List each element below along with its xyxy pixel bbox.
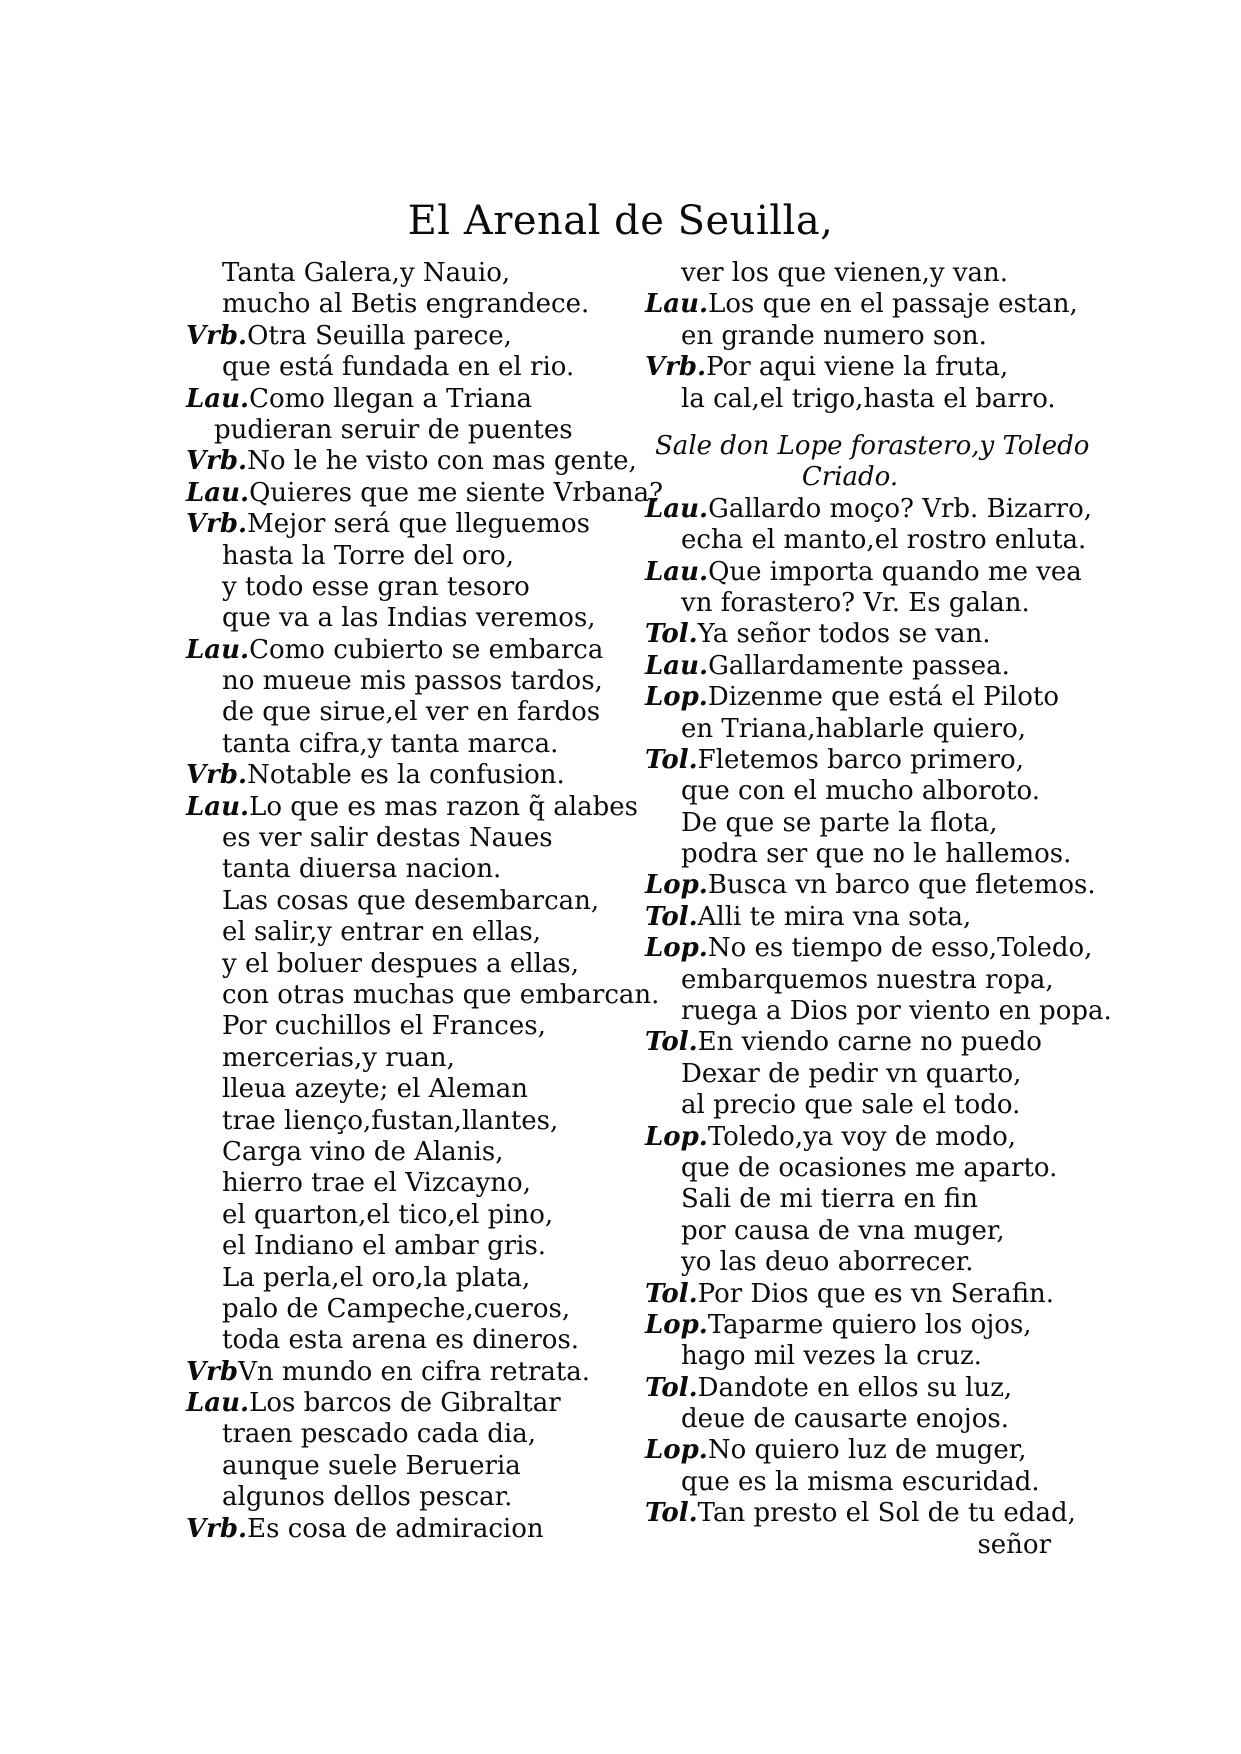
verse-line (186, 352, 646, 383)
verse-line (645, 651, 1045, 682)
verse-text: con otras muchas que embarcan. (222, 979, 660, 1010)
verse-line (645, 1027, 1045, 1058)
verse-text: Mejor será que lleguemos (247, 509, 590, 540)
speaker-abbrev: Vrb. (186, 509, 248, 540)
verse-line (645, 1341, 1045, 1372)
verse-line (645, 1247, 1045, 1278)
verse-line (645, 839, 1072, 870)
verse-text: Ya señor todos se van. (697, 619, 991, 650)
spacer (645, 415, 1045, 431)
verse-line (645, 996, 1112, 1027)
verse-line (645, 1184, 1045, 1215)
verse-text: mercerias,y ruan, (222, 1042, 455, 1073)
speaker-abbrev: Lau. (186, 477, 250, 508)
verse-text: Notable es la confusion. (247, 760, 565, 791)
verse-line (186, 697, 646, 728)
verse-line (186, 477, 664, 509)
left-column (186, 258, 664, 1545)
verse-text: Lo que es mas razon q̃ alabes (249, 791, 638, 822)
speaker-abbrev: Tol. (645, 1027, 698, 1058)
verse-line (186, 446, 646, 477)
verse-line (186, 289, 646, 320)
verse-text: Por Dios que es vn Serafin. (697, 1278, 1055, 1309)
verse-line (645, 1090, 1045, 1121)
verse-line (186, 258, 646, 289)
speaker-abbrev: Lop. (645, 933, 708, 964)
verse-text: lleua azeyte; el Aleman (222, 1074, 529, 1105)
verse-line (645, 289, 1078, 320)
verse-line (186, 603, 646, 634)
verse-line (645, 1498, 1076, 1529)
verse-line (645, 383, 1056, 415)
speaker-abbrev: Lop. (645, 1309, 708, 1340)
verse-line (186, 321, 646, 352)
verse-line (645, 1278, 1055, 1310)
verse-text: Como cubierto se embarca (249, 634, 604, 665)
verse-line (186, 572, 646, 603)
speaker-abbrev: Lau. (645, 289, 709, 320)
speaker-abbrev: Lau. (186, 634, 250, 665)
speaker-abbrev: Vrb. (186, 320, 248, 351)
verse-text: No le he visto con mas gente, (247, 446, 637, 477)
verse-line (645, 619, 1045, 650)
verse-line (645, 933, 1093, 964)
verse-text: de que sirue,el ver en fardos (222, 697, 601, 728)
verse-line (186, 1451, 646, 1482)
verse-text: No es tiempo de esso,Toledo, (707, 933, 1093, 964)
verse-text: echa el manto,el rostro enluta. (681, 525, 1087, 556)
speaker-abbrev: Lop. (645, 1121, 708, 1152)
verse-text: yo las deuo aborrecer. (681, 1247, 974, 1278)
verse-line (645, 902, 1045, 933)
verse-text: trae lienço,fustan,llantes, (222, 1105, 559, 1136)
speaker-abbrev: Tol. (645, 1372, 698, 1403)
verse-line (186, 1294, 646, 1325)
verse-text: Dexar de pedir vn quarto, (681, 1058, 1022, 1089)
verse-line (186, 509, 646, 540)
speaker-abbrev: Tol. (645, 1498, 698, 1529)
right-column-top (645, 258, 1078, 415)
verse-text: No quiero luz de muger, (707, 1435, 1027, 1466)
verse-line (645, 588, 1045, 619)
right-column (645, 258, 1112, 1561)
speaker-abbrev: Vrb. (186, 760, 248, 791)
verse-text: Es cosa de admiracion (247, 1513, 544, 1544)
verse-text: La perla,el oro,la plata, (222, 1262, 531, 1293)
verse-line (645, 776, 1045, 807)
running-head: El Arenal de Seuilla, (407, 198, 834, 244)
verse-text: deue de causarte enojos. (681, 1404, 1010, 1435)
verse-line (645, 714, 1045, 745)
speaker-abbrev: Lop. (645, 870, 708, 901)
verse-text: es ver salir destas Naues (222, 823, 553, 854)
verse-line (645, 1435, 1045, 1466)
verse-text: hierro trae el Vizcayno, (222, 1168, 531, 1199)
verse-line (645, 1467, 1045, 1498)
verse-text: Que importa quando me vea (708, 556, 1082, 587)
speaker-abbrev: Tol. (645, 744, 698, 775)
speaker-abbrev: Lop. (645, 1435, 708, 1466)
verse-line (645, 1216, 1045, 1247)
verse-line (645, 321, 1045, 352)
verse-text: no mueue mis passos tardos, (222, 666, 603, 697)
speaker-abbrev: Lau. (186, 791, 250, 822)
verse-line (186, 1231, 646, 1262)
verse-line (186, 792, 646, 823)
verse-text: el quarton,el tico,el pino, (222, 1199, 554, 1230)
verse-line (645, 352, 1045, 383)
verse-line (186, 949, 646, 980)
speaker-abbrev: Tol. (645, 901, 698, 932)
speaker-abbrev: Tol. (645, 1278, 698, 1309)
verse-line (186, 1263, 646, 1294)
verse-text: Fletemos barco primero, (697, 744, 1024, 775)
verse-line (645, 964, 1054, 996)
speaker-abbrev: Lau. (186, 383, 250, 414)
verse-text: hasta la Torre del oro, (222, 540, 514, 571)
verse-text: vn forastero? Vr. Es galan. (681, 587, 1030, 618)
verse-text: ver los que vienen,y van. (681, 258, 1009, 288)
verse-line (645, 1373, 1045, 1404)
verse-line (186, 1514, 646, 1545)
speaker-abbrev: Tol. (645, 619, 698, 650)
verse-line (186, 1419, 646, 1450)
verse-text: De que se parte la flota, (681, 807, 998, 838)
verse-line (645, 493, 1092, 525)
verse-text: ruega a Dios por viento en popa. (681, 996, 1112, 1027)
verse-line (186, 1168, 646, 1199)
speaker-abbrev: Lau. (186, 1388, 250, 1419)
verse-text: y el boluer despues a ellas, (222, 948, 580, 979)
right-column-bottom (645, 493, 1112, 1530)
verse-text: En viendo carne no puedo (697, 1027, 1042, 1058)
verse-text: pudieran seruir de puentes (214, 414, 573, 445)
verse-line (645, 258, 1045, 289)
verse-text: Otra Seuilla parece, (247, 320, 512, 351)
verse-line (186, 854, 646, 885)
verse-line (186, 541, 646, 572)
verse-line (186, 1388, 646, 1419)
verse-text: Vn mundo en cifra retrata. (238, 1356, 591, 1387)
verse-line (186, 384, 646, 415)
verse-text: Toledo,ya voy de modo, (707, 1121, 1017, 1152)
verse-line (645, 1404, 1045, 1435)
verse-text: el Indiano el ambar gris. (222, 1231, 547, 1262)
verse-text: Por aqui viene la fruta, (706, 352, 1009, 383)
verse-text: Dizenme que está el Piloto (707, 682, 1059, 713)
verse-line (645, 682, 1059, 713)
verse-line (186, 1043, 646, 1074)
verse-text: que con el mucho alboroto. (681, 776, 1040, 807)
speaker-abbrev: Vrb (186, 1356, 239, 1387)
verse-text: Sali de mi tierra en fin (681, 1184, 978, 1215)
speaker-abbrev: Vrb. (186, 1513, 248, 1544)
verse-text: Dandote en ellos su luz, (697, 1372, 1013, 1403)
verse-text: aunque suele Berueria (222, 1450, 521, 1481)
verse-text: mucho al Betis engrandece. (222, 289, 590, 320)
verse-line (186, 1482, 646, 1513)
stage-direction-line: Criado. (801, 462, 899, 493)
verse-line (186, 823, 646, 854)
verse-text: algunos dellos pescar. (222, 1482, 513, 1513)
verse-text: Gallardo moço? Vrb. Bizarro, (708, 493, 1092, 524)
verse-text: palo de Campeche,cueros, (222, 1293, 571, 1324)
verse-text: Los barcos de Gibraltar (249, 1388, 561, 1419)
verse-text: que de ocasiones me aparto. (681, 1152, 1058, 1183)
verse-line (645, 556, 1082, 588)
verse-text: Gallardamente passea. (708, 650, 1010, 681)
verse-text: Por cuchillos el Frances, (222, 1011, 546, 1042)
verse-line (186, 415, 646, 446)
verse-text: embarquemos nuestra ropa, (681, 964, 1054, 995)
verse-text: en Triana,hablarle quiero, (681, 713, 1027, 744)
verse-text: el salir,y entrar en ellas, (222, 917, 541, 948)
verse-line (186, 1137, 646, 1168)
verse-text: tanta cifra,y tanta marca. (222, 728, 559, 759)
verse-text: Busca vn barco que fletemos. (707, 870, 1096, 901)
verse-text: Como llegan a Triana (249, 383, 532, 414)
verse-text: Quieres que me siente Vrbana? (249, 477, 664, 508)
stage-direction-line: Sale don Lope forastero,y Toledo (655, 430, 1090, 461)
verse-line (186, 979, 660, 1011)
verse-text: la cal,el trigo,hasta el barro. (681, 383, 1056, 414)
verse-line (645, 808, 1045, 839)
verse-line (186, 1357, 646, 1388)
verse-text: Alli te mira vna sota, (697, 901, 972, 932)
speaker-abbrev: Vrb. (186, 446, 248, 477)
catchword: señor (977, 1529, 1051, 1560)
verse-text: que es la misma escuridad. (681, 1466, 1040, 1497)
verse-text: por causa de vna muger, (681, 1215, 1005, 1246)
verse-line (186, 635, 646, 666)
verse-line (186, 1200, 646, 1231)
verse-text: Tanta Galera,y Nauio, (222, 258, 511, 288)
verse-text: tanta diuersa nacion. (222, 854, 502, 885)
verse-text: Carga vino de Alanis, (222, 1136, 504, 1167)
verse-line (186, 1325, 646, 1356)
verse-text: Las cosas que desembarcan, (222, 885, 600, 916)
verse-line (186, 886, 646, 917)
verse-text: Taparme quiero los ojos, (707, 1309, 1032, 1340)
verse-line (645, 1152, 1058, 1184)
verse-line (645, 1059, 1045, 1090)
verse-text: toda esta arena es dineros. (222, 1325, 580, 1356)
verse-line (645, 1122, 1045, 1153)
verse-text: Tan presto el Sol de tu edad, (697, 1498, 1076, 1529)
speaker-abbrev: Lau. (645, 650, 709, 681)
verse-line (186, 760, 646, 791)
verse-line (645, 745, 1045, 776)
verse-text: al precio que sale el todo. (681, 1090, 1021, 1121)
verse-text: hago mil vezes la cruz. (681, 1341, 982, 1372)
verse-line (645, 870, 1096, 901)
verse-line (186, 1011, 646, 1042)
verse-line (186, 1106, 646, 1137)
verse-text: que va a las Indias veremos, (222, 603, 596, 634)
verse-text: Los que en el passaje estan, (708, 289, 1078, 320)
verse-text: que está fundada en el rio. (222, 352, 575, 383)
speaker-abbrev: Lau. (645, 493, 709, 524)
verse-line (186, 729, 646, 760)
verse-text: podra ser que no le hallemos. (681, 839, 1072, 870)
verse-text: en grande numero son. (681, 320, 987, 351)
speaker-abbrev: Vrb. (645, 352, 707, 383)
verse-line (186, 666, 646, 697)
verse-line (645, 1310, 1045, 1341)
verse-line (645, 525, 1087, 556)
verse-text: traen pescado cada dia, (222, 1419, 536, 1450)
verse-text: y todo esse gran tesoro (222, 571, 530, 602)
speaker-abbrev: Lop. (645, 682, 708, 713)
verse-line (186, 1074, 646, 1105)
speaker-abbrev: Lau. (645, 556, 709, 587)
verse-line (186, 917, 646, 948)
